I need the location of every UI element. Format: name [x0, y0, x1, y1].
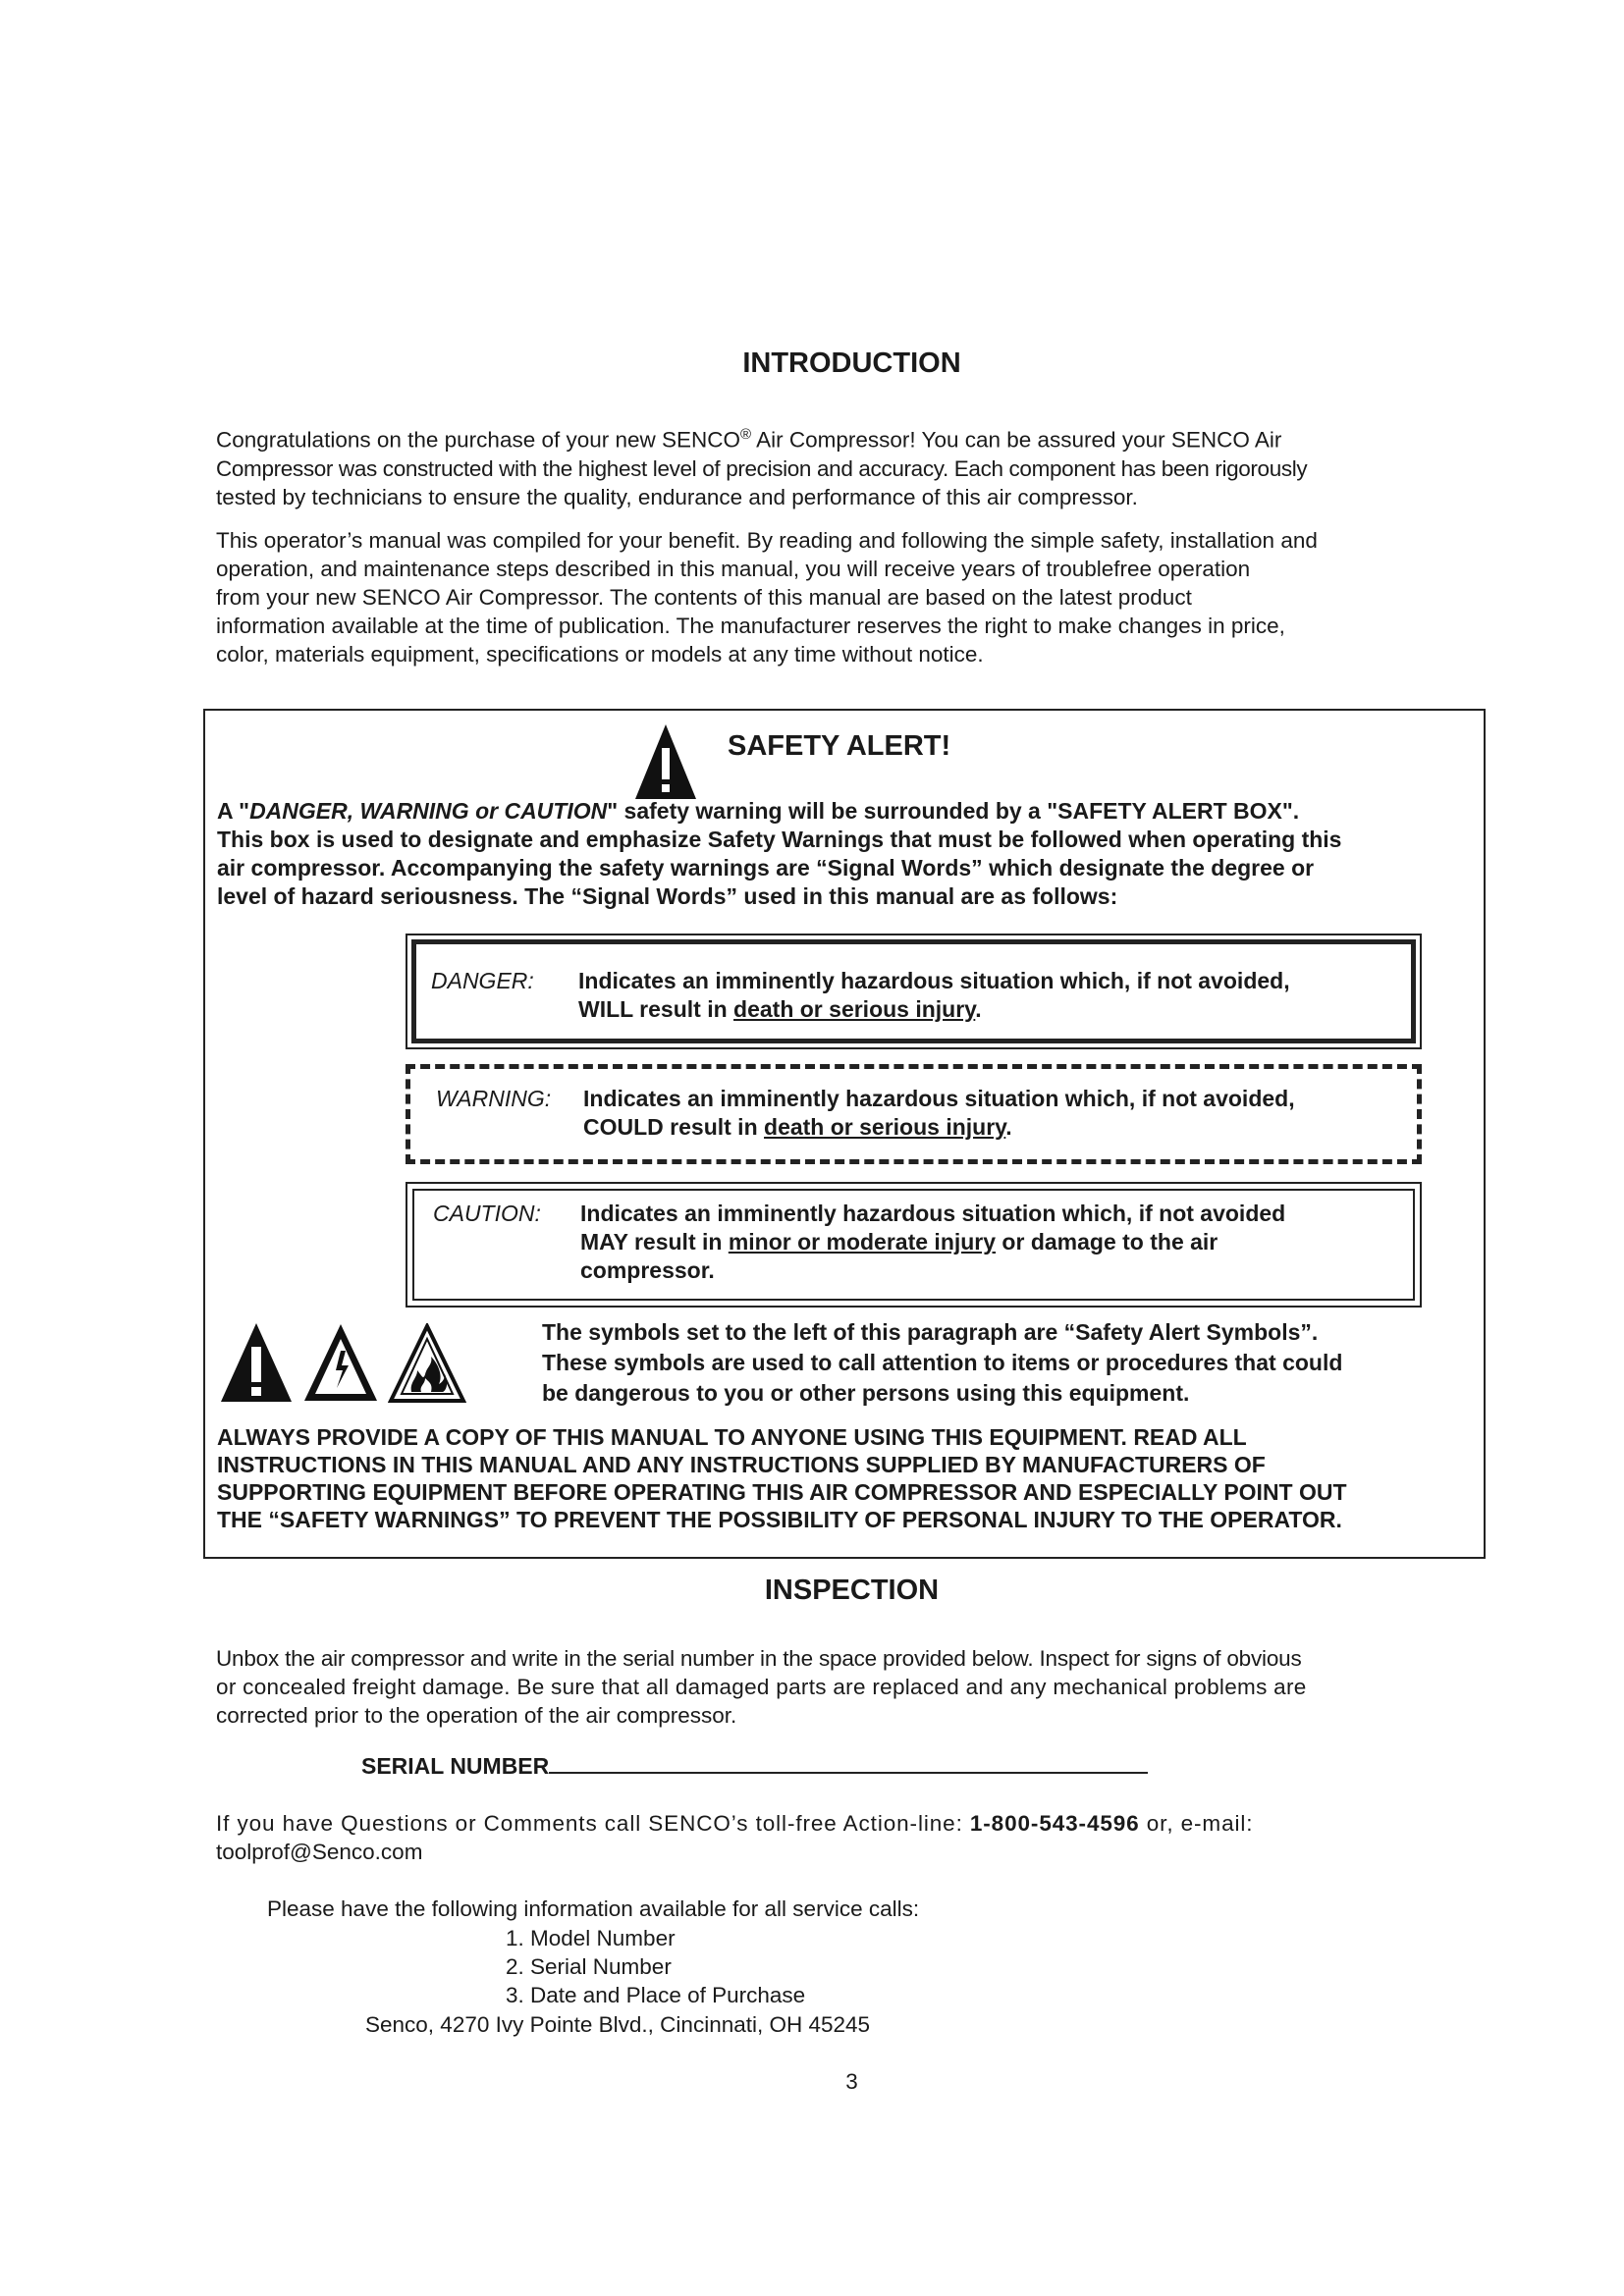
intro-line: operation, and maintenance steps described in this manual, you will receive years of troublefree operation	[216, 557, 1251, 581]
caution-line-2	[580, 1228, 1218, 1256]
symbols-line: be dangerous to you or other persons using this equipment.	[542, 1380, 1190, 1406]
phone-number[interactable]: 1-800-543-4596	[969, 1811, 1140, 1836]
safety-alert-line: air compressor. Accompanying the safety warnings are “Signal Words” which designate the degree or	[217, 855, 1315, 881]
always-line: INSTRUCTIONS IN THIS MANUAL AND ANY INSTRUCTIONS SUPPLIED BY MANUFACTURERS OF	[217, 1452, 1266, 1477]
warning-line-1: Indicates an imminently hazardous situation which, if not avoided,	[583, 1086, 1295, 1111]
safety-alert-box	[203, 709, 1486, 1559]
warning-consequence: death or serious injury	[764, 1114, 1006, 1140]
always-provide-copy	[217, 1423, 1347, 1533]
warning-could: COULD result in	[583, 1114, 765, 1140]
service-intro: Please have the following information available for all service calls:	[267, 1896, 920, 1921]
serial-number-blank[interactable]	[549, 1750, 1148, 1774]
symbols-description	[542, 1317, 1342, 1409]
intro-line: tested by technicians to ensure the quality, endurance and performance of this air compressor.	[216, 484, 1138, 509]
intro-line: information available at the time of publication. The manufacturer reserves the right to make changes in price,	[216, 614, 1285, 638]
general-alert-icon	[219, 1321, 294, 1404]
service-item: 3. Date and Place of Purchase	[506, 1983, 806, 2007]
danger-line-2	[578, 995, 982, 1024]
service-item: 1. Model Number	[506, 1926, 676, 1950]
warning-period: .	[1005, 1114, 1012, 1140]
intro-line: Compressor was constructed with the highest level of precision and accuracy. Each component has been rigorously	[216, 455, 1308, 481]
intro-text: Congratulations on the purchase of your new SENCO	[216, 427, 741, 453]
danger-line-1: Indicates an imminently hazardous situation which, if not avoided,	[578, 968, 1290, 993]
danger-consequence: death or serious injury	[733, 996, 976, 1022]
introduction-heading: INTRODUCTION	[742, 347, 961, 379]
symbols-line: These symbols are used to call attention to items or procedures that could	[542, 1350, 1343, 1375]
warning-box	[406, 1064, 1422, 1164]
introduction-paragraph-1	[216, 420, 1307, 511]
email-address[interactable]: toolprof@Senco.com	[216, 1840, 423, 1864]
always-line: ALWAYS PROVIDE A COPY OF THIS MANUAL TO ANYONE USING THIS EQUIPMENT. READ ALL	[217, 1424, 1247, 1450]
warning-line-2	[583, 1113, 1012, 1142]
safety-alert-title: SAFETY ALERT!	[728, 730, 951, 762]
intro-line: This operator’s manual was compiled for your benefit. By reading and following the simple safety, installation and	[216, 528, 1318, 553]
caution-line-1: Indicates an imminently hazardous situation which, if not avoided	[580, 1201, 1286, 1226]
danger-box	[406, 934, 1422, 1049]
caution-consequence: minor or moderate injury	[728, 1229, 997, 1255]
inspection-line: corrected prior to the operation of the air compressor.	[216, 1703, 737, 1728]
intro-rest: " safety warning will be surrounded by a "SAFETY ALERT BOX".	[607, 798, 1300, 824]
serial-number-field[interactable]	[361, 1750, 1148, 1780]
danger-word: DANGER:	[431, 968, 534, 993]
intro-text: Air Compressor! You can be assured your SENCO Air	[751, 427, 1282, 453]
contact-text-2: or, e-mail:	[1139, 1811, 1254, 1836]
danger-will: WILL result in	[578, 996, 734, 1022]
inspection-paragraph	[216, 1644, 1307, 1730]
signal-words-italic: DANGER, WARNING or CAUTION	[249, 798, 608, 824]
caution-box	[406, 1182, 1422, 1308]
safety-alert-line: This box is used to designate and emphasize Safety Warnings that must be followed when operating this	[217, 827, 1342, 852]
intro-quote: A "	[217, 798, 250, 824]
danger-period: .	[975, 996, 982, 1022]
caution-word: CAUTION:	[433, 1201, 541, 1226]
senco-address: Senco, 4270 Ivy Pointe Blvd., Cincinnati, OH 45245	[365, 2012, 871, 2037]
service-list	[506, 1924, 805, 2009]
intro-line: from your new SENCO Air Compressor. The contents of this manual are based on the latest product	[216, 585, 1192, 610]
intro-line: color, materials equipment, specifications or models at any time without notice.	[216, 642, 984, 667]
caution-may: MAY result in	[580, 1229, 729, 1255]
inspection-line: or concealed freight damage. Be sure that all damaged parts are replaced and any mechanical problems are	[216, 1675, 1307, 1699]
caution-line-3: compressor.	[580, 1257, 715, 1283]
registered-mark: ®	[740, 426, 752, 443]
safety-alert-icon	[633, 722, 698, 801]
symbols-line: The symbols set to the left of this paragraph are “Safety Alert Symbols”.	[542, 1319, 1319, 1345]
contact-text: If you have Questions or Comments call SENCO’s toll-free Action-line:	[216, 1811, 970, 1836]
safety-alert-line: level of hazard seriousness. The “Signal Words” used in this manual are as follows:	[217, 883, 1118, 909]
safety-alert-intro	[217, 797, 1341, 911]
fire-hazard-icon	[388, 1323, 466, 1404]
inspection-line: Unbox the air compressor and write in the serial number in the space provided below. Inspect for signs of obvious	[216, 1646, 1302, 1671]
introduction-paragraph-2	[216, 526, 1318, 668]
always-line: SUPPORTING EQUIPMENT BEFORE OPERATING THIS AIR COMPRESSOR AND ESPECIALLY POINT OUT	[217, 1479, 1347, 1505]
contact-info	[216, 1809, 1253, 1866]
page-number: 3	[845, 2069, 858, 2094]
always-line: THE “SAFETY WARNINGS” TO PREVENT THE POSSIBILITY OF PERSONAL INJURY TO THE OPERATOR.	[217, 1507, 1342, 1532]
caution-damage: or damage to the air	[996, 1229, 1218, 1255]
warning-word: WARNING:	[436, 1086, 552, 1111]
service-item: 2. Serial Number	[506, 1954, 672, 1979]
electrical-hazard-icon	[301, 1321, 380, 1404]
serial-number-label: SERIAL NUMBER	[361, 1753, 550, 1779]
inspection-heading: INSPECTION	[764, 1575, 940, 1606]
